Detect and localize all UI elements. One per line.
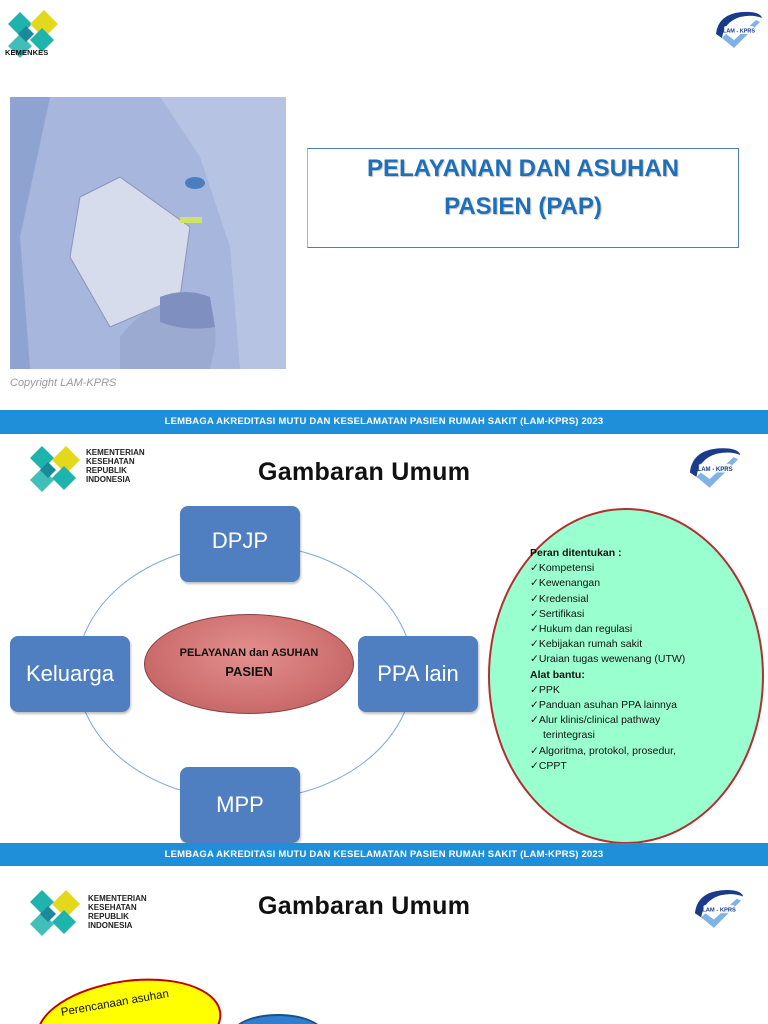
kemenkes-logo-text: KEMENKES bbox=[5, 48, 49, 57]
center-ellipse bbox=[144, 614, 354, 714]
lam-kprs-logo-icon bbox=[684, 444, 744, 490]
org-line: KEMENTERIAN bbox=[86, 448, 145, 457]
lam-kprs-logo-label: LAM - KPRS bbox=[722, 28, 756, 35]
kementerian-name bbox=[88, 894, 147, 930]
lam-kprs-logo-icon bbox=[690, 886, 746, 930]
slide-heading: Gambaran Umum bbox=[258, 892, 471, 920]
peran-item: ✓ Kewenangan bbox=[530, 576, 685, 591]
doctor-photo bbox=[10, 97, 286, 369]
footer-bar-2: LEMBAGA AKREDITASI MUTU DAN KESELAMATAN PASIEN RUMAH SAKIT (LAM-KPRS) 2023 bbox=[0, 843, 768, 867]
title-box bbox=[307, 148, 739, 248]
lam-kprs-logo-label: LAM - KPRS bbox=[702, 907, 736, 914]
kemenkes-emblem-icon bbox=[28, 440, 82, 496]
alat-bantu-item: ✓ PPK bbox=[530, 683, 685, 698]
peran-list bbox=[530, 546, 685, 774]
peran-item: ✓ Kebijakan rumah sakit bbox=[530, 637, 685, 652]
peran-item: ✓ Sertifikasi bbox=[530, 607, 685, 622]
alat-bantu-heading: Alat bantu: bbox=[530, 668, 585, 681]
peran-heading: Peran ditentukan : bbox=[530, 547, 622, 559]
org-line: REPUBLIK bbox=[88, 912, 129, 921]
center-line-1: PELAYANAN dan ASUHAN bbox=[179, 647, 319, 659]
slide-heading: Gambaran Umum bbox=[258, 458, 471, 486]
peran-item: ✓ Hukum dan regulasi bbox=[530, 622, 685, 637]
box-mpp: MPP bbox=[180, 767, 300, 843]
org-line: REPUBLIK bbox=[86, 466, 127, 475]
slide-2 bbox=[0, 434, 768, 844]
slide-3 bbox=[0, 866, 768, 1024]
doctor-clipboard-illustration bbox=[10, 97, 286, 369]
kementerian-name bbox=[86, 448, 145, 484]
alat-bantu-item: ✓ Algoritma, protokol, prosedur, bbox=[530, 744, 685, 759]
footer-bar-1: LEMBAGA AKREDITASI MUTU DAN KESELAMATAN PASIEN RUMAH SAKIT (LAM-KPRS) 2023 bbox=[0, 410, 768, 434]
box-ppa-lain: PPA lain bbox=[358, 636, 478, 712]
org-line: KESEHATAN bbox=[86, 457, 135, 466]
peran-item: ✓ Kredensial bbox=[530, 592, 685, 607]
blue-ellipse bbox=[232, 1014, 324, 1024]
copyright-text: Copyright LAM-KPRS bbox=[10, 377, 117, 389]
perencanaan-text: Perencanaan asuhan bbox=[60, 988, 170, 1019]
center-line-2: PASIEN bbox=[225, 664, 273, 679]
org-line: INDONESIA bbox=[88, 921, 133, 930]
lam-kprs-logo-label: LAM - KPRS bbox=[697, 466, 733, 473]
title-line-1: PELAYANAN DAN ASUHAN bbox=[366, 155, 680, 182]
lam-kprs-logo-icon bbox=[712, 8, 764, 50]
org-line: INDONESIA bbox=[86, 475, 131, 484]
kemenkes-emblem-icon bbox=[28, 884, 82, 940]
org-line: KEMENTERIAN bbox=[88, 894, 147, 903]
alat-bantu-item-cont: terintegrasi bbox=[543, 729, 595, 742]
peran-item: ✓ Uraian tugas wewenang (UTW) bbox=[530, 652, 685, 667]
alat-bantu-item: ✓ CPPT bbox=[530, 759, 685, 774]
slide-1 bbox=[0, 0, 768, 410]
alat-bantu-item: ✓ Panduan asuhan PPA lainnya bbox=[530, 698, 685, 713]
box-dpjp: DPJP bbox=[180, 506, 300, 582]
box-keluarga: Keluarga bbox=[10, 636, 130, 712]
alat-bantu-item: ✓ Alur klinis/clinical pathway bbox=[530, 713, 685, 728]
title-line-2: PASIEN (PAP) bbox=[444, 193, 602, 220]
org-line: KESEHATAN bbox=[88, 903, 137, 912]
peran-item: ✓ Kompetensi bbox=[530, 561, 685, 576]
